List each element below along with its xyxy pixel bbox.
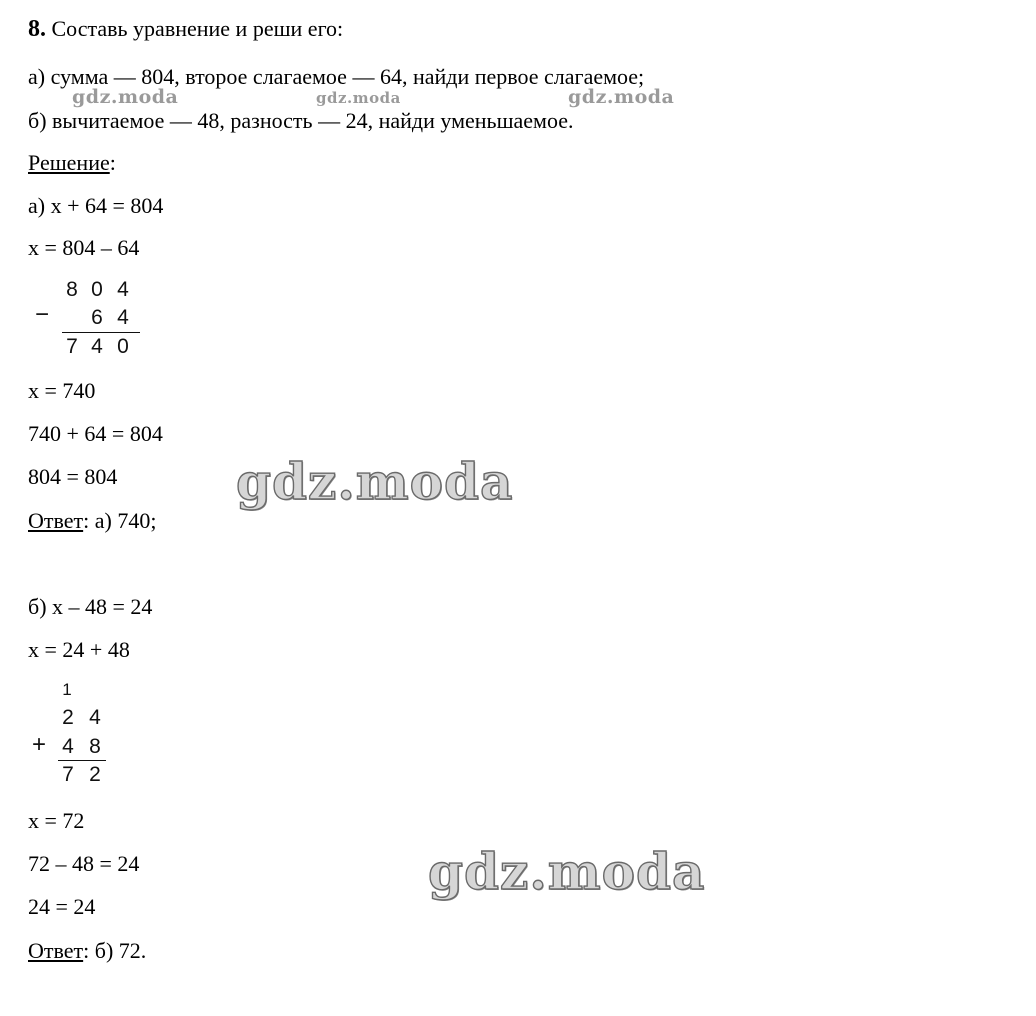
digit: 8	[89, 735, 101, 758]
b-equation-2: x = 24 + 48	[28, 637, 130, 662]
digit: 4	[117, 278, 129, 301]
digit: 4	[62, 735, 74, 758]
digit: 4	[89, 706, 101, 729]
digit: 6	[91, 306, 103, 329]
plus-sign: +	[32, 731, 47, 758]
watermark-big-1: gdz.moda	[236, 452, 514, 511]
carry-digit: 1	[62, 680, 72, 699]
minus-sign: −	[35, 301, 50, 328]
digit: 8	[66, 278, 78, 301]
a-equation-3: x = 740	[28, 378, 96, 403]
answer-value: : а) 740;	[83, 508, 157, 533]
watermark-small-3: gdz.moda	[568, 86, 675, 108]
task-prompt: Составь уравнение и реши его:	[51, 16, 344, 41]
watermark-small-1: gdz.moda	[72, 86, 179, 108]
digit: 4	[117, 306, 129, 329]
digit: 0	[117, 335, 129, 358]
a-column-subtraction	[30, 278, 150, 362]
answer-label: Ответ	[28, 938, 84, 963]
digit: 2	[89, 763, 101, 786]
sum-line	[58, 760, 106, 761]
task-part-a: а) сумма — 804, второе слагаемое — 64, найди первое слагаемое;	[28, 64, 645, 89]
answer-label: Ответ	[28, 508, 84, 533]
task-part-b: б) вычитаемое — 48, разность — 24, найди уменьшаемое.	[28, 108, 574, 133]
watermark-big-2: gdz.moda	[428, 842, 706, 901]
digit: 7	[62, 763, 74, 786]
b-equation-1: б) x – 48 = 24	[28, 594, 153, 619]
digit: 4	[91, 335, 103, 358]
a-check-1: 740 + 64 = 804	[28, 421, 163, 446]
digit: 0	[91, 278, 103, 301]
a-equation-1: а) x + 64 = 804	[28, 193, 164, 218]
task-header	[28, 16, 343, 42]
a-answer	[28, 508, 156, 534]
solution-heading: Решение:	[28, 150, 116, 175]
b-equation-3: x = 72	[28, 808, 85, 833]
task-number: 8.	[28, 16, 46, 42]
watermark-small-2: gdz.moda	[316, 89, 401, 107]
b-check-2: 24 = 24	[28, 894, 96, 919]
b-answer	[28, 938, 146, 964]
answer-value: : б) 72.	[83, 938, 147, 963]
a-check-2: 804 = 804	[28, 464, 118, 489]
b-check-1: 72 – 48 = 24	[28, 851, 140, 876]
digit: 7	[66, 335, 78, 358]
b-column-addition	[30, 678, 130, 790]
sum-line	[62, 332, 140, 333]
digit: 2	[62, 706, 74, 729]
a-equation-2: x = 804 – 64	[28, 235, 140, 260]
